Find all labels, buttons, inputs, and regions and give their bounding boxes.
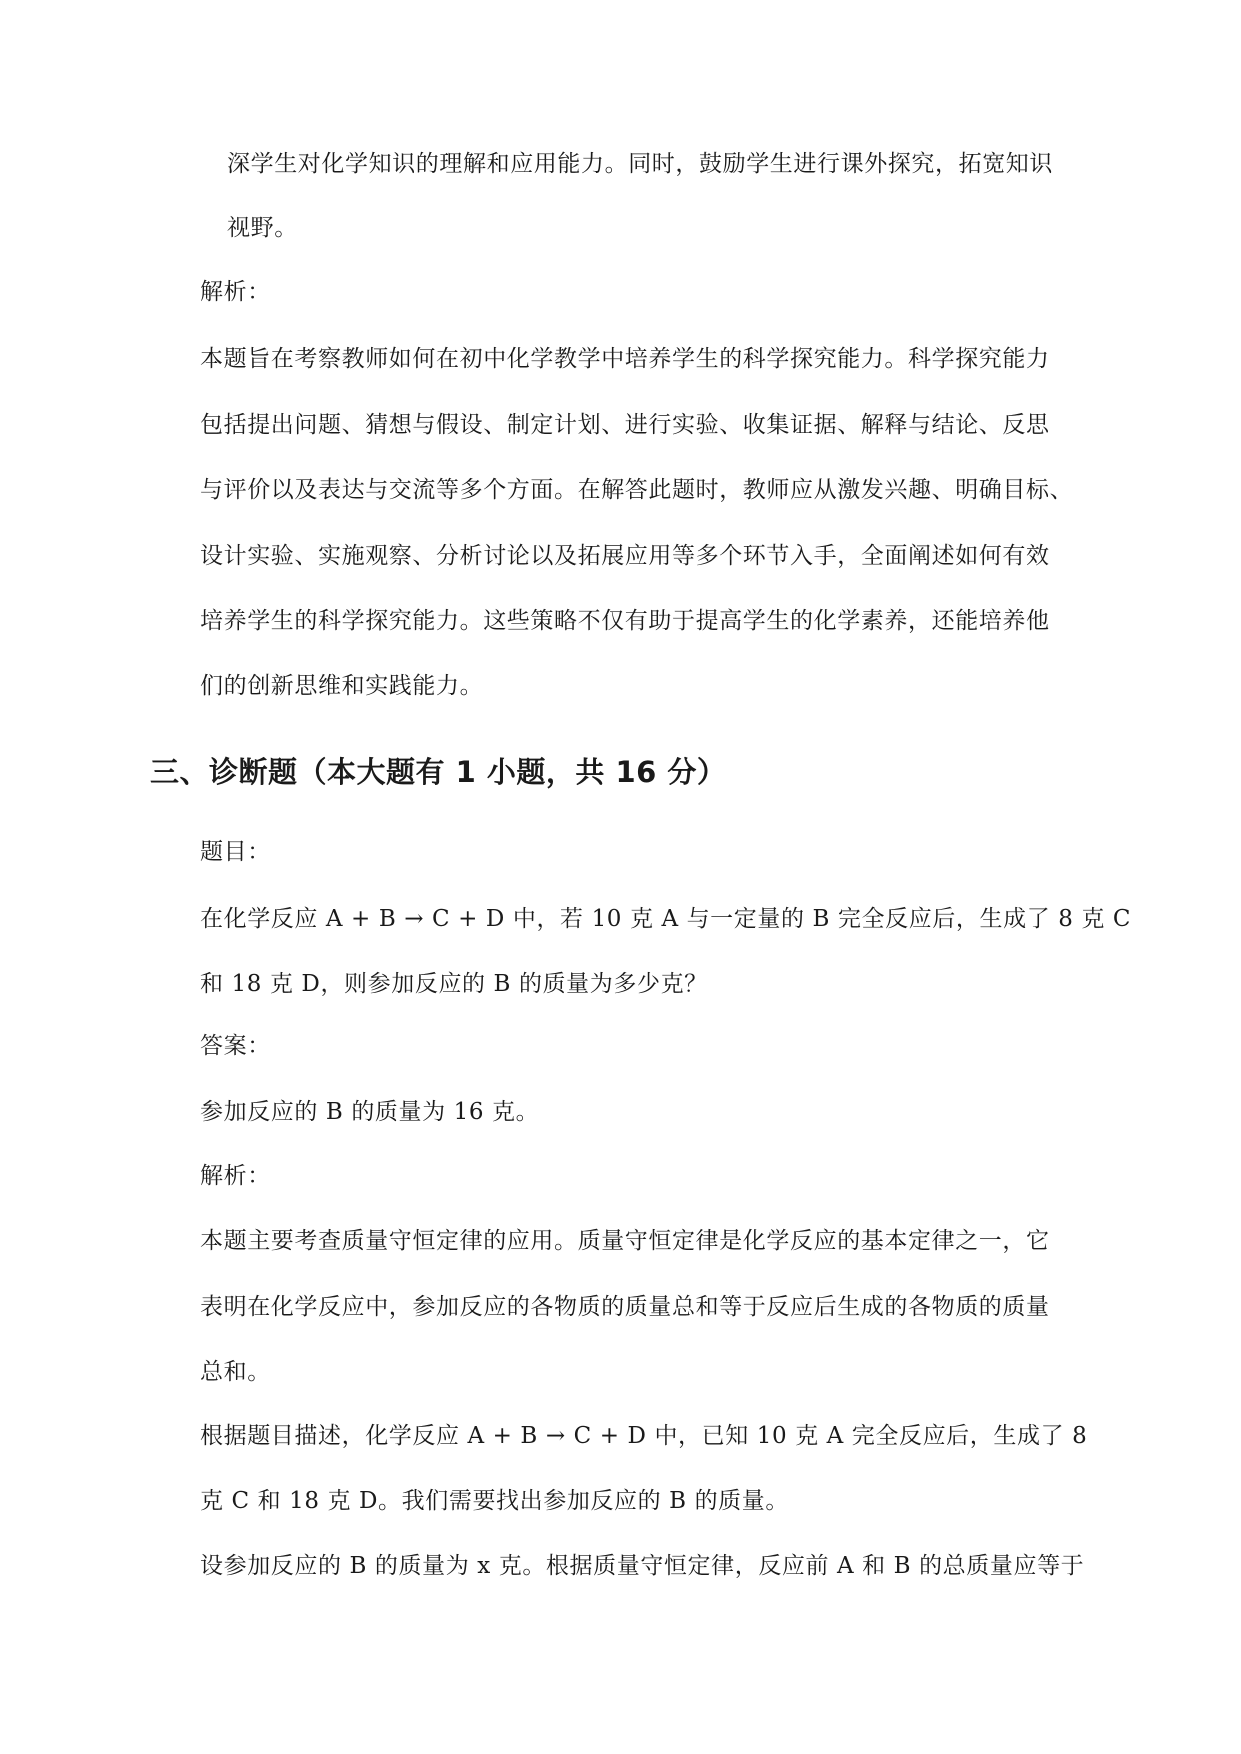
question-line: 在化学反应 A + B → C + D 中，若 10 克 A 与一定量的 B 完全反应后，生成了 8 克 C [200,906,1132,932]
analysis-label: 解析： [200,1163,271,1189]
continuation-line-1: 深学生对化学知识的理解和应用能力。同时，鼓励学生进行课外探究，拓宽知识 [227,151,1053,177]
analysis-paragraph-line: 本题主要考查质量守恒定律的应用。质量守恒定律是化学反应的基本定律之一，它 [200,1228,1050,1254]
continuation-line-2: 视野。 [227,215,298,241]
question-line: 和 18 克 D，则参加反应的 B 的质量为多少克？ [200,971,708,997]
section-heading: 三、诊断题（本大题有 1 小题，共 16 分） [150,755,727,789]
analysis-paragraph-line: 设计实验、实施观察、分析讨论以及拓展应用等多个环节入手，全面阐述如何有效 [200,543,1050,569]
analysis-paragraph-line: 培养学生的科学探究能力。这些策略不仅有助于提高学生的化学素养，还能培养他 [200,608,1050,634]
analysis-paragraph-line: 根据题目描述，化学反应 A + B → C + D 中，已知 10 克 A 完全反应后，生成了 8 [200,1423,1088,1449]
analysis-paragraph-line: 们的创新思维和实践能力。 [200,673,484,699]
answer-label: 答案： [200,1033,271,1059]
analysis-paragraph-line: 设参加反应的 B 的质量为 x 克。根据质量守恒定律，反应前 A 和 B 的总质量应等于 [200,1553,1085,1579]
analysis-paragraph-line: 包括提出问题、猜想与假设、制定计划、进行实验、收集证据、解释与结论、反思 [200,412,1050,438]
analysis-paragraph-line: 本题旨在考察教师如何在初中化学教学中培养学生的科学探究能力。科学探究能力 [200,346,1050,372]
analysis-paragraph-line: 总和。 [200,1359,271,1385]
analysis-paragraph-line: 与评价以及表达与交流等多个方面。在解答此题时，教师应从激发兴趣、明确目标、 [200,477,1074,503]
analysis-paragraph-line: 表明在化学反应中，参加反应的各物质的质量总和等于反应后生成的各物质的质量 [200,1294,1050,1320]
question-label: 题目： [200,839,271,865]
analysis-paragraph-line: 克 C 和 18 克 D。我们需要找出参加反应的 B 的质量。 [200,1488,789,1514]
analysis-label: 解析： [200,279,271,305]
answer-text: 参加反应的 B 的质量为 16 克。 [200,1099,540,1125]
